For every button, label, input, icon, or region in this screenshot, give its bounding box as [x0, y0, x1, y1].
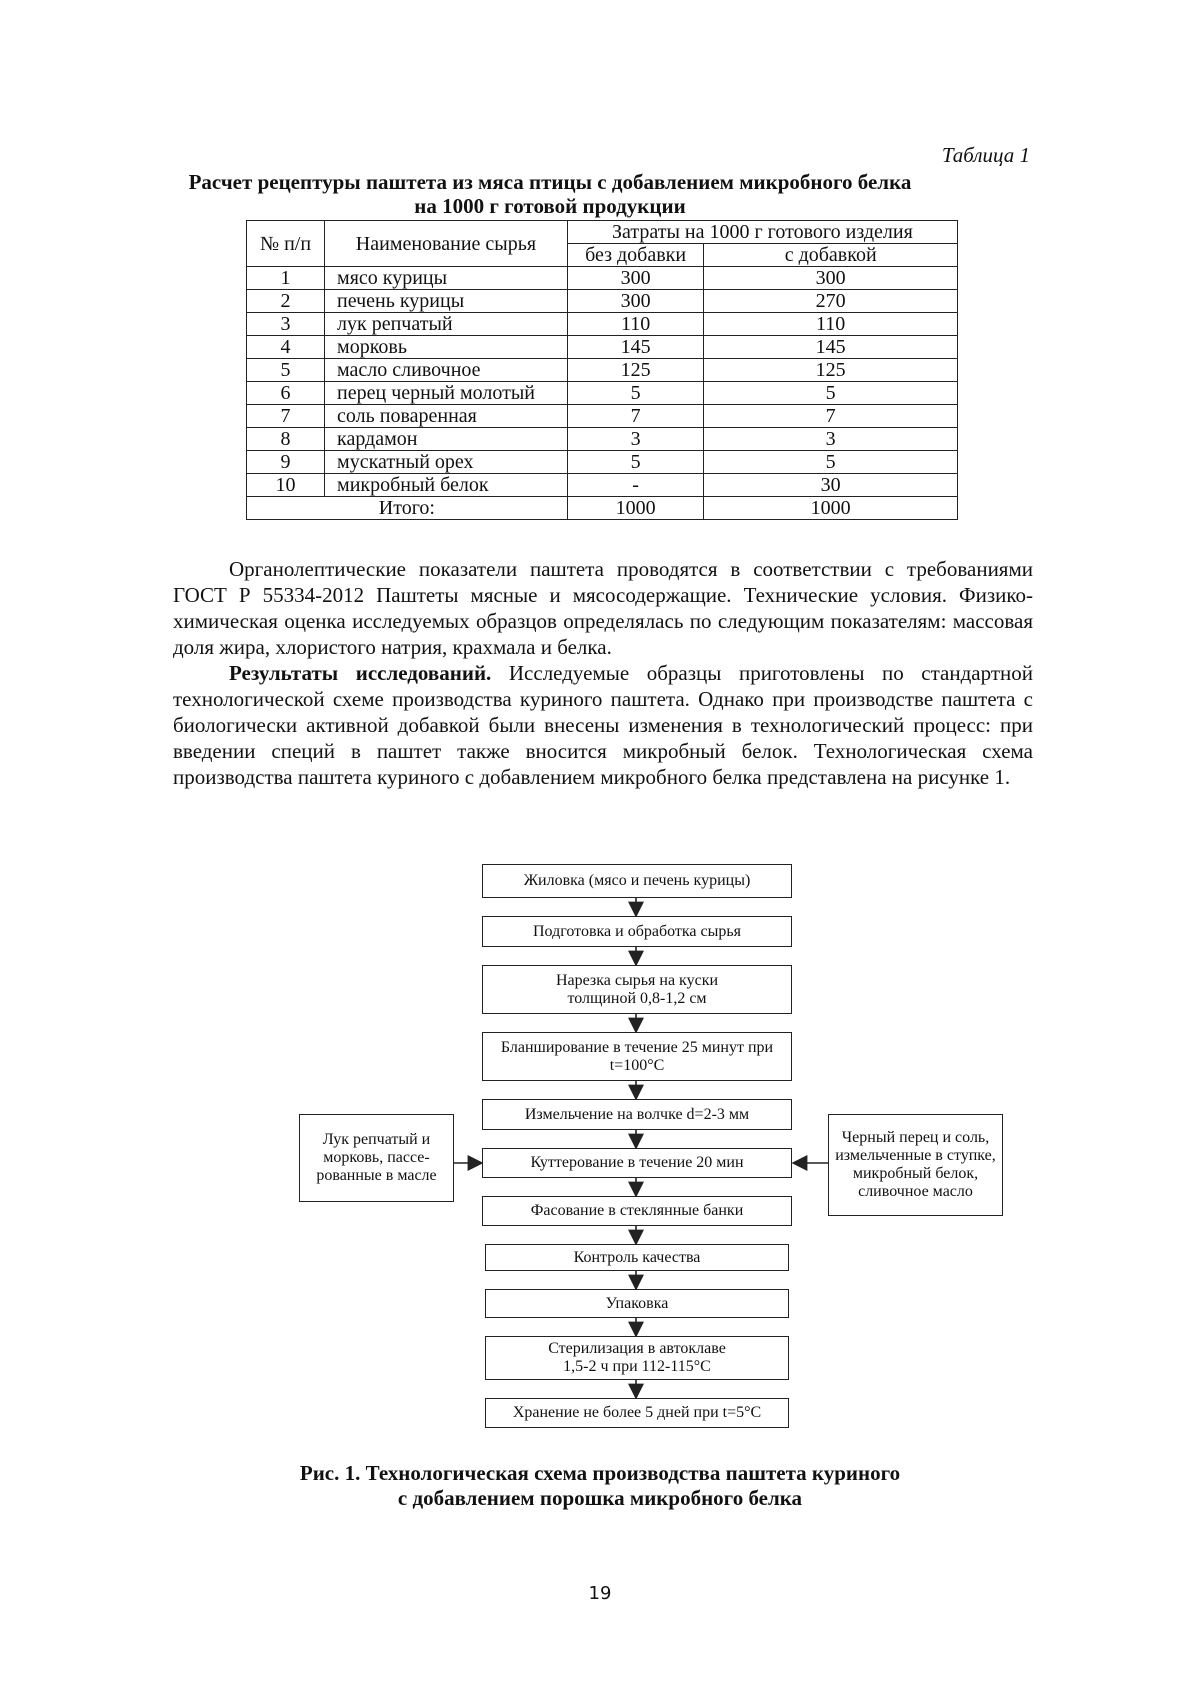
flow-step-9 [485, 1289, 789, 1318]
row-name: перец черный молотый [325, 382, 568, 405]
row-without: 5 [567, 382, 704, 405]
row-with: 270 [704, 290, 958, 313]
row-name: лук репчатый [325, 313, 568, 336]
flow-step-1 [482, 864, 792, 898]
flow-step-6 [482, 1148, 792, 1178]
row-name: мускатный орех [325, 451, 568, 474]
total-label: Итого: [247, 497, 568, 520]
flow-step-label: Контроль качества [573, 1248, 701, 1266]
flow-step-label: Подготовка и обработка сырья [532, 922, 742, 940]
table-title-line2: на 1000 г готовой продукции [414, 194, 686, 218]
row-name: мясо курицы [325, 267, 568, 290]
row-without: 7 [567, 405, 704, 428]
total-without: 1000 [567, 497, 704, 520]
total-row [247, 497, 958, 520]
row-num: 3 [247, 313, 325, 336]
table-row [247, 313, 958, 336]
flow-step-label: Хранение не более 5 дней при t=5°С [512, 1404, 762, 1421]
row-without: 300 [567, 290, 704, 313]
body-text [173, 556, 1033, 790]
page-number: 19 [588, 1583, 612, 1604]
row-num: 10 [247, 474, 325, 497]
table-row [247, 336, 958, 359]
row-name: масло сливочное [325, 359, 568, 382]
header-num: № п/п [247, 221, 325, 267]
table-title [50, 170, 1050, 218]
row-with: 30 [704, 474, 958, 497]
table-row [247, 451, 958, 474]
table-caption: Таблица 1 [941, 143, 1030, 167]
flow-step-7 [482, 1196, 792, 1226]
flow-step-3 [482, 965, 792, 1014]
row-without: 300 [567, 267, 704, 290]
flow-step-label: Бланширование в течение 25 минут при t=100°С [500, 1038, 774, 1074]
row-without: 125 [567, 359, 704, 382]
table-row [247, 428, 958, 451]
flow-step-label: Фасование в стеклянные банки [530, 1202, 744, 1219]
flow-step-label: Куттерование в течение 20 мин [530, 1154, 744, 1171]
left-input-box [299, 1114, 454, 1202]
paragraph-1: Органолептические показатели паштета проводятся в соответствии с требованиями ГОСТ Р 55334-2012 Паштеты мясные и мясосодержащие. Технические условия. Физико-химическая оценка исследуемых образцов определялась по следующим показателям: массовая доля жира, хлористого натрия, крахмала и белка. [173, 557, 1033, 659]
row-with: 5 [704, 451, 958, 474]
row-with: 110 [704, 313, 958, 336]
recipe-table [246, 220, 958, 520]
row-num: 8 [247, 428, 325, 451]
row-with: 3 [704, 428, 958, 451]
row-with: 125 [704, 359, 958, 382]
header-without: без добавки [567, 244, 704, 267]
table-row [247, 382, 958, 405]
flow-step-2 [482, 916, 792, 947]
row-num: 7 [247, 405, 325, 428]
table-row [247, 290, 958, 313]
row-with: 300 [704, 267, 958, 290]
row-without: 110 [567, 313, 704, 336]
table-row [247, 267, 958, 290]
paragraph-2 [173, 660, 1033, 790]
results-heading: Результаты исследований. [229, 661, 492, 685]
right-input-box [828, 1114, 1003, 1216]
row-num: 5 [247, 359, 325, 382]
total-with: 1000 [704, 497, 958, 520]
row-without: 145 [567, 336, 704, 359]
header-costs: Затраты на 1000 г готового изделия [567, 221, 957, 244]
row-name: морковь [325, 336, 568, 359]
row-with: 5 [704, 382, 958, 405]
row-without: 5 [567, 451, 704, 474]
row-num: 6 [247, 382, 325, 405]
table-title-line1: Расчет рецептуры паштета из мяса птицы с добавлением микробного белка [188, 170, 912, 194]
row-without: - [567, 474, 704, 497]
flow-step-8 [485, 1244, 789, 1271]
flow-step-label: Нарезка сырья на куски толщиной 0,8-1,2 см [555, 971, 719, 1007]
flow-step-label: Упаковка [605, 1294, 669, 1312]
left-input-label: Лук репчатый и морковь, пассе-рованные в масле [316, 1131, 437, 1184]
row-num: 1 [247, 267, 325, 290]
row-name: микробный белок [325, 474, 568, 497]
flow-step-label: Стерилизация в автоклаве 1,5-2 ч при 112-115°С [548, 1340, 726, 1375]
row-num: 2 [247, 290, 325, 313]
flow-step-5 [482, 1099, 792, 1130]
right-input-label: Черный перец и соль, измельченные в ступке, микробный белок, сливочное масло [835, 1129, 996, 1200]
flow-step-11 [485, 1398, 789, 1428]
row-num: 9 [247, 451, 325, 474]
row-with: 7 [704, 405, 958, 428]
row-name: кардамон [325, 428, 568, 451]
table-row [247, 405, 958, 428]
row-with: 145 [704, 336, 958, 359]
figure-caption [100, 1461, 1100, 1511]
row-without: 3 [567, 428, 704, 451]
header-with: с добавкой [704, 244, 958, 267]
table-row [247, 359, 958, 382]
table-row [247, 474, 958, 497]
paragraph-2-text: Исследуемые образцы приготовлены по стандартной технологической схеме производства куриного паштета. Однако при производстве паштета с биологически активной добавкой были внесены изменения в технологический процесс: при введении специй в паштет также вносится микробный белок. Технологическая схема производства паштета куриного с добавлением микробного белка представлена на рисунке 1. [173, 661, 1034, 789]
header-name: Наименование сырья [325, 221, 568, 267]
flow-step-label: Измельчение на волчке d=2-3 мм [524, 1105, 750, 1123]
row-name: соль поваренная [325, 405, 568, 428]
flow-step-10 [485, 1336, 789, 1380]
row-name: печень курицы [325, 290, 568, 313]
flow-step-4 [482, 1032, 792, 1081]
figure-caption-line1: Рис. 1. Технологическая схема производства паштета куриного [299, 1461, 901, 1485]
flow-step-label: Жиловка (мясо и печень курицы) [523, 872, 751, 889]
figure-caption-line2: с добавлением порошка микробного белка [397, 1486, 803, 1510]
row-num: 4 [247, 336, 325, 359]
